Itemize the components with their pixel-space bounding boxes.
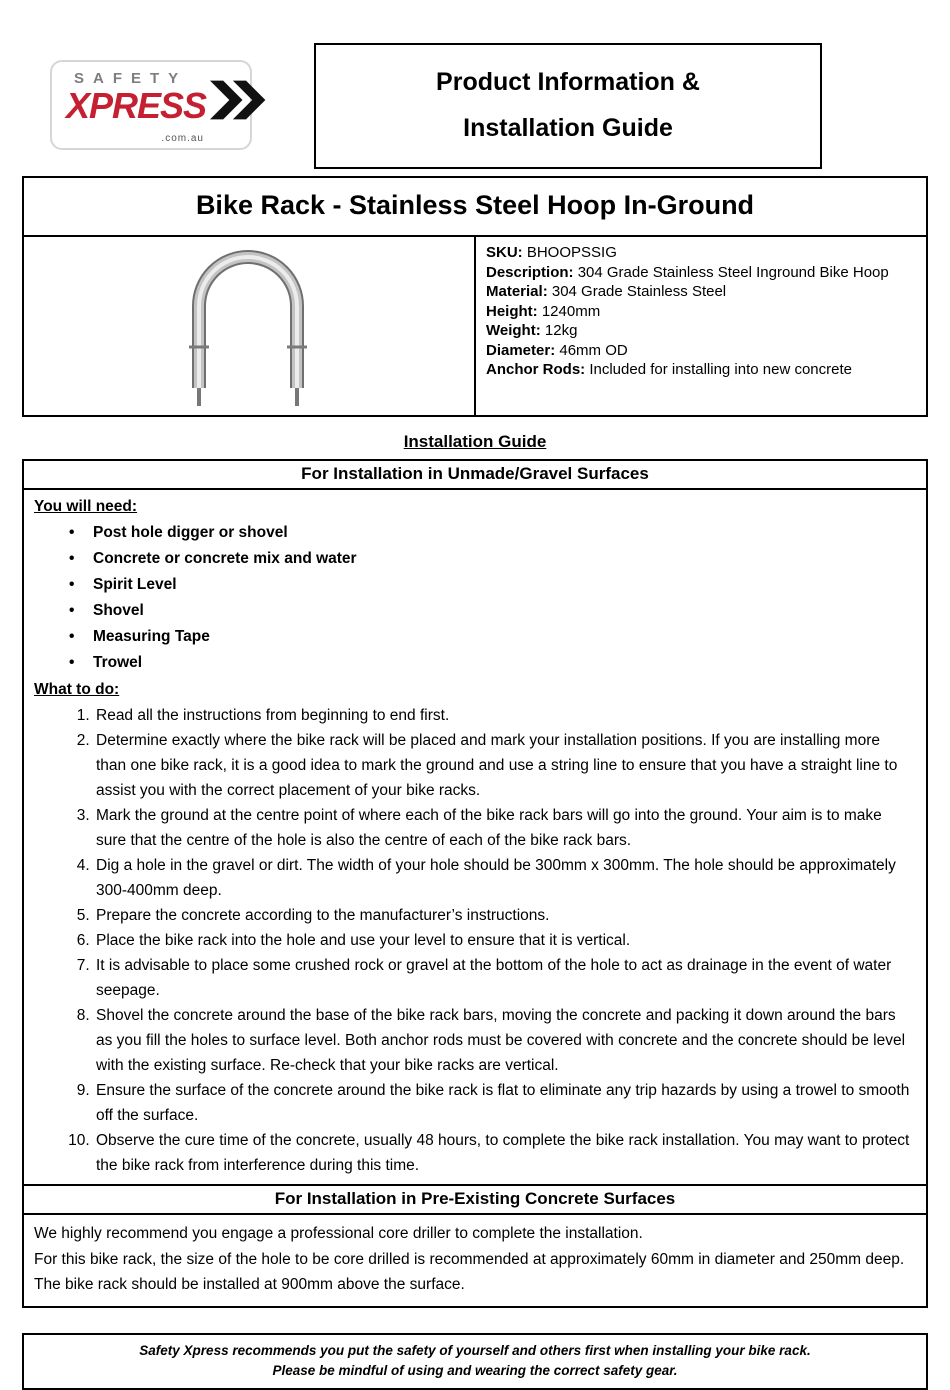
spec-value: 12kg: [544, 322, 578, 339]
spec-line: [486, 341, 916, 361]
need-item: • Concrete or concrete mix and water: [65, 546, 914, 572]
product-title: Bike Rack - Stainless Steel Hoop In-Ground: [22, 176, 928, 237]
todo-step: 7. It is advisable to place some crushed rock or gravel at the bottom of the hole to act as drainage in the event of water seepage.: [94, 953, 914, 1003]
installation-guide-heading: Installation Guide: [403, 432, 547, 451]
spec-value: BHOOPSSIG: [526, 244, 617, 261]
todo-step: 1. Read all the instructions from beginning to end first.: [94, 703, 914, 728]
document-title-line2: Installation Guide: [463, 114, 673, 142]
todo-step: 5. Prepare the concrete according to the manufacturer’s instructions.: [94, 903, 914, 928]
todo-step: 9. Ensure the surface of the concrete around the bike rack is flat to eliminate any trip hazards by using a trowel to smooth off the surface.: [94, 1078, 914, 1128]
spec-label: Anchor Rods:: [486, 361, 586, 378]
header: [22, 0, 928, 169]
spec-line: [486, 302, 916, 322]
spec-label: Height:: [486, 302, 538, 320]
spec-value: Included for installing into new concrete: [589, 361, 852, 378]
installation-box: [22, 459, 928, 1308]
concrete-paragraph: We highly recommend you engage a professional core driller to complete the installation.: [34, 1225, 643, 1242]
todo-step: 2. Determine exactly where the bike rack will be placed and mark your installation positions. If you are installing more than one bike rack, it is a good idea to mark the ground and use a string line to ensure that you have a straight line to assist you with the correct placement of your bike racks.: [94, 728, 914, 803]
spec-value: 1240mm: [541, 302, 601, 320]
product-specs: [474, 237, 926, 415]
need-item: • Post hole digger or shovel: [65, 520, 914, 546]
spec-label: Diameter:: [486, 341, 556, 359]
spec-line: [486, 360, 916, 380]
spec-line: [486, 263, 916, 283]
concrete-section-content: [24, 1215, 926, 1306]
gravel-section-content: [24, 490, 926, 1184]
need-item: • Trowel: [65, 650, 914, 676]
product-image: [24, 237, 474, 415]
todo-step: 8. Shovel the concrete around the base of the bike rack bars, moving the concrete and packing it down around the bars as you fill the holes to surface level. Both anchor rods must be covered with concrete and the concrete should be level with the existing surface. Re-check that your bike racks are vertical.: [94, 1003, 914, 1078]
brand-domain-text: .com.au: [161, 133, 204, 144]
brand-safety-text: SAFETY: [74, 70, 188, 87]
spec-line: [486, 282, 916, 302]
you-will-need-label: You will need:: [34, 498, 138, 515]
spec-label: Weight:: [486, 322, 541, 339]
concrete-paragraph: For this bike rack, the size of the hole to be core drilled is recommended at approximately 60mm in diameter and 250mm deep. The bike rack should be installed at 900mm above the surface.: [34, 1250, 905, 1293]
safety-note-line1: Safety Xpress recommends you put the safety of yourself and others first when installing your bike rack.: [139, 1342, 811, 1358]
bike-hoop-illustration: [133, 243, 365, 409]
document-title-box: [314, 43, 822, 169]
todo-step: 10. Observe the cure time of the concrete, usually 48 hours, to complete the bike rack installation. You may want to protect the bike rack from interference during this time.: [94, 1128, 914, 1178]
brand-row: [66, 85, 238, 126]
concrete-section-header: For Installation in Pre-Existing Concrete Surfaces: [24, 1184, 926, 1215]
need-item: • Spirit Level: [65, 572, 914, 598]
need-list: [65, 520, 914, 676]
todo-step: 4. Dig a hole in the gravel or dirt. The width of your hole should be 300mm x 300mm. The hole should be approximately 300-400mm deep.: [94, 853, 914, 903]
concrete-paragraphs: [34, 1219, 914, 1302]
document-title-line1: Product Information &: [436, 68, 700, 96]
gravel-section-header: For Installation in Unmade/Gravel Surfaces: [24, 461, 926, 490]
todo-step: 3. Mark the ground at the centre point of where each of the bike rack bars will go into the ground. Your aim is to make sure that the centre of the hole is also the centre of each of the bike rack bars.: [94, 803, 914, 853]
brand-xpress-text: XPRESS: [66, 84, 207, 126]
brand-logo: [50, 60, 252, 150]
spec-label: Material:: [486, 283, 548, 300]
spec-line: [486, 321, 916, 341]
spec-value: 304 Grade Stainless Steel Inground Bike Hoop: [577, 263, 889, 281]
spec-line: [486, 243, 916, 263]
spec-label: SKU:: [486, 244, 523, 261]
safety-note-box: [22, 1333, 928, 1390]
chevrons-icon: [210, 79, 268, 126]
need-item: • Shovel: [65, 598, 914, 624]
todo-step: 6. Place the bike rack into the hole and use your level to ensure that it is vertical.: [94, 928, 914, 953]
need-item: • Measuring Tape: [65, 624, 914, 650]
spec-label: Description:: [486, 263, 574, 281]
todo-list: [34, 703, 914, 1178]
safety-note-line2: Please be mindful of using and wearing the correct safety gear.: [272, 1362, 678, 1378]
product-section: [22, 237, 928, 417]
what-to-do-label: What to do:: [34, 681, 120, 698]
spec-value: 46mm OD: [559, 341, 628, 359]
spec-value: 304 Grade Stainless Steel: [551, 283, 727, 300]
